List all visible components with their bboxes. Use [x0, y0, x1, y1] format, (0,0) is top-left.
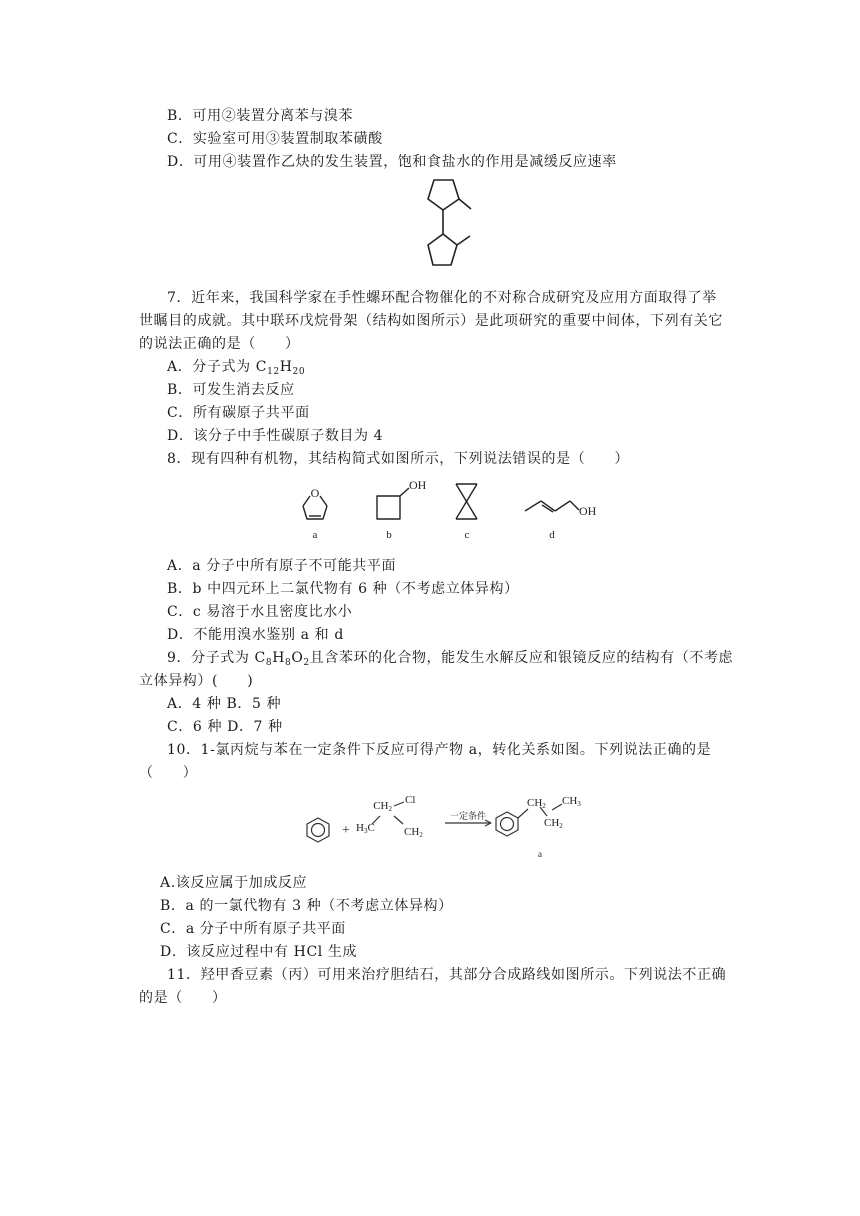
q7-stem-line2: 世瞩目的成就。其中联环戊烷骨架（结构如图所示）是此项研究的重要中间体，下列有关它	[139, 313, 723, 329]
q7-option-a: A．分子式为 $C_{12}H_{20}$	[167, 359, 306, 377]
q9-stem-line2: 立体异构）( )	[139, 673, 254, 689]
label-a: a	[312, 529, 318, 541]
q10-option-a: A.该反应属于加成反应	[160, 875, 308, 891]
h3c-group: H3C	[356, 822, 375, 835]
q9-stem-line1: 9．分子式为 $C_8H_8O_2$且含苯环的化合物，能发生水解反应和银镜反应的结构有（不考虑	[167, 650, 734, 668]
q8-option-c: C．c 易溶于水且密度比水小	[167, 604, 353, 620]
atom-oh-b: OH	[409, 478, 427, 492]
q10-option-d: D．该反应过程中有 HCl 生成	[160, 944, 358, 960]
label-c: c	[464, 529, 470, 541]
product-ch2-lower: CH2	[544, 817, 563, 830]
product-ch3: CH3	[562, 795, 581, 808]
ch2-upper: CH2	[373, 800, 392, 813]
q7-stem-line3: 的说法正确的是（ ）	[139, 336, 300, 352]
q7-option-c: C．所有碳原子共平面	[167, 405, 310, 421]
product-label-a: a	[538, 849, 542, 859]
q11-stem-line1: 11．羟甲香豆素（丙）可用来治疗胆结石，其部分合成路线如图所示。下列说法不正确	[167, 967, 727, 983]
q10-reaction-scheme	[300, 790, 600, 866]
q8-option-b: B．b 中四元环上二氯代物有 6 种（不考虑立体异构）	[167, 581, 519, 597]
ch2-lower: CH2	[404, 826, 423, 839]
q6-option-c: C．实验室可用③装置制取苯磺酸	[167, 131, 383, 147]
atom-oh-d: OH	[579, 504, 597, 518]
reaction-condition: 一定条件	[449, 811, 487, 821]
q10-option-b: B．a 的一氯代物有 3 种（不考虑立体异构）	[160, 898, 453, 914]
q8-option-d: D．不能用溴水鉴别 a 和 d	[167, 627, 344, 643]
bicyclopentane-structure	[400, 172, 500, 288]
q10-stem-line1: 10．1-氯丙烷与苯在一定条件下反应可得产物 a，转化关系如图。下列说法正确的是	[167, 742, 712, 758]
plus-sign: +	[342, 823, 350, 838]
q10-option-c: C．a 分子中所有原子共平面	[160, 921, 346, 937]
q9-options-ab: A．4 种 B．5 种	[167, 696, 282, 712]
q7-option-d: D．该分子中手性碳原子数目为 4	[167, 428, 384, 444]
chlorine-atom: Cl	[405, 794, 416, 806]
q7-stem-line1: 7．近年来，我国科学家在手性螺环配合物催化的不对称合成研究及应用方面取得了举	[167, 290, 717, 306]
q8-stem: 8．现有四种有机物，其结构简式如图所示，下列说法错误的是（ ）	[167, 451, 630, 467]
q8-option-a: A．a 分子中所有原子不可能共平面	[167, 558, 397, 574]
label-d: d	[549, 529, 555, 541]
product-ch2-upper: CH2	[527, 797, 546, 810]
q9-options-cd: C．6 种 D．7 种	[167, 719, 283, 735]
q6-option-d: D．可用④装置作乙炔的发生装置，饱和食盐水的作用是减缓反应速率	[167, 154, 617, 170]
q6-option-b: B．可用②装置分离苯与溴苯	[167, 108, 354, 124]
atom-o: O	[310, 486, 320, 500]
q11-stem-line2: 的是（ ）	[139, 990, 227, 1006]
q7-option-b: B．可发生消去反应	[167, 382, 295, 398]
label-b: b	[386, 529, 392, 541]
q10-stem-line2: （ ）	[139, 765, 198, 781]
q8-structures	[290, 474, 610, 546]
